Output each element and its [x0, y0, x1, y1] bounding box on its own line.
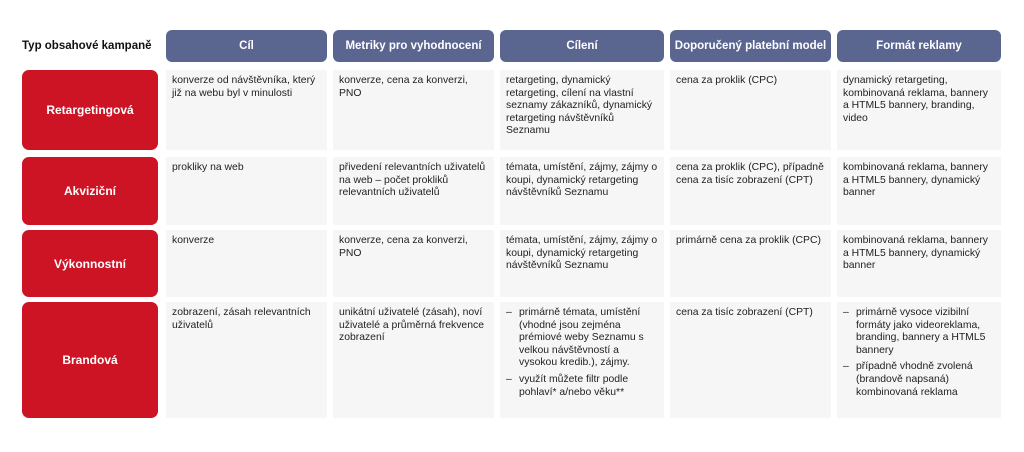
row-label-performance: Výkonnostní: [22, 230, 158, 297]
dash-marker: –: [843, 307, 849, 318]
bullet-list: [843, 307, 995, 399]
table-cell: zobrazení, zásah relevantních uživatelů: [166, 302, 327, 418]
table-cell: retargeting, dynamický retargeting, cílení na vlastní seznamy zákazníků, dynamický retargeting návštěvníků Seznamu: [500, 70, 664, 150]
table-cell-targeting-brand: [500, 302, 664, 418]
table-cell: přivedení relevantních uživatelů na web – počet prokliků relevantních uživatelů: [333, 157, 494, 225]
dash-marker: –: [506, 307, 512, 318]
table-cell: primárně cena za proklik (CPC): [670, 230, 831, 297]
table-cell: prokliky na web: [166, 157, 327, 225]
row-label-retargeting: Retargetingová: [22, 70, 158, 150]
dash-marker: –: [843, 361, 849, 373]
bullet-list: [506, 307, 658, 399]
table-cell: kombinovaná reklama, bannery a HTML5 bannery, dynamický banner: [837, 157, 1001, 225]
table-cell: témata, umístění, zájmy, zájmy o koupi, dynamický retargeting návštěvníků Seznamu: [500, 157, 664, 225]
table-cell: konverze, cena za konverzi, PNO: [333, 70, 494, 150]
column-header-payment-model: Doporučený platební model: [670, 30, 831, 62]
table-cell: cena za proklik (CPC): [670, 70, 831, 150]
table-cell: cena za proklik (CPC), případně cena za tisíc zobrazení (CPT): [670, 157, 831, 225]
list-item: [506, 374, 658, 399]
list-item: [843, 361, 995, 399]
list-item-text: primárně vysoce vizibilní formáty jako videoreklama, branding, bannery a HTML5 bannery: [856, 307, 986, 356]
dash-marker: –: [506, 373, 512, 385]
table-cell: unikátní uživatelé (zásah), noví uživatelé a průměrná frekvence zobrazení: [333, 302, 494, 418]
table-cell-format-brand: [837, 302, 1001, 418]
table-cell: kombinovaná reklama, bannery a HTML5 bannery, dynamický banner: [837, 230, 1001, 297]
column-header-targeting: Cílení: [500, 30, 664, 62]
list-item: [843, 307, 995, 357]
table-cell: konverze, cena za konverzi, PNO: [333, 230, 494, 297]
table-cell: konverze od návštěvníka, který již na webu byl v minulosti: [166, 70, 327, 150]
corner-label: Typ obsahové kampaně: [22, 40, 152, 52]
column-header-metrics: Metriky pro vyhodnocení: [333, 30, 494, 62]
column-header-ad-format: Formát reklamy: [837, 30, 1001, 62]
row-label-acquisition: Akviziční: [22, 157, 158, 225]
list-item-text: primárně témata, umístění (vhodné jsou zejména prémiové weby Seznamu s velkou návštěvností a vysokou kredib.), zájmy.: [519, 307, 644, 369]
table-cell: dynamický retargeting, kombinovaná reklama, bannery a HTML5 bannery, branding, video: [837, 70, 1001, 150]
column-header-goal: Cíl: [166, 30, 327, 62]
table-cell: konverze: [166, 230, 327, 297]
table-cell: témata, umístění, zájmy, zájmy o koupi, dynamický retargeting návštěvníků Seznamu: [500, 230, 664, 297]
row-label-brand: Brandová: [22, 302, 158, 418]
list-item-text: případně vhodně zvolená (brandově napsaná) kombinovaná reklama: [856, 361, 973, 398]
list-item: [506, 307, 658, 370]
list-item-text: využít můžete filtr podle pohlaví* a/nebo věku**: [519, 373, 629, 398]
table-cell: cena za tisíc zobrazení (CPT): [670, 302, 831, 418]
